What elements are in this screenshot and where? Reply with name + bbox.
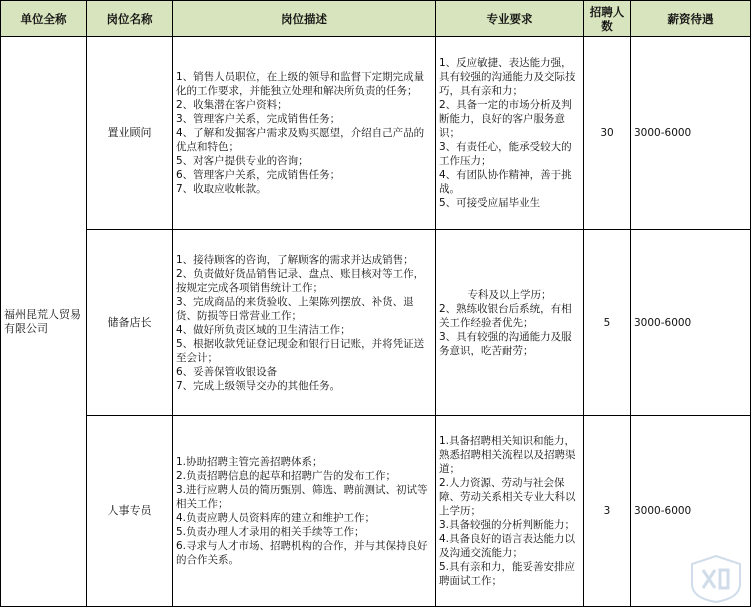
header-requirements: 专业要求 bbox=[436, 1, 584, 37]
requirement-line: 3、有责任心，能承受较大的工作压力； bbox=[439, 141, 572, 167]
description-cell bbox=[173, 416, 436, 607]
position-cell: 储备店长 bbox=[87, 230, 173, 416]
requirements-cell bbox=[436, 230, 584, 416]
salary-cell: 3000-6000 bbox=[631, 230, 751, 416]
headcount-cell: 3 bbox=[584, 416, 631, 607]
description-line: 4、了解和发掘客户需求及购买愿望，介绍自己产品的优点和特色； bbox=[176, 127, 425, 153]
requirement-line: 1、反应敏捷、表达能力强，具有较强的沟通能力及交际技巧，具有亲和力； bbox=[439, 57, 576, 97]
description-line: 7、收取应收帐款。 bbox=[176, 183, 267, 195]
description-line: 1、接待顾客的咨询，了解顾客的需求并达成销售； bbox=[176, 253, 414, 266]
requirement-line: 3.具备较强的分析判断能力； bbox=[439, 519, 576, 531]
watermark-logo-icon bbox=[688, 554, 744, 604]
description-line: 2、负责做好货品销售记录、盘点、账目核对等工作，按规定完成各项销售统计工作； bbox=[176, 267, 425, 294]
requirement-line: 1.具备招聘相关知识和能力，熟悉招聘相关流程以及招聘渠道； bbox=[439, 435, 576, 475]
description-line: 1.协助招聘主管完善招聘体系； bbox=[176, 456, 323, 468]
header-salary: 薪资待遇 bbox=[631, 1, 751, 37]
description-line: 5、对客户提供专业的咨询； bbox=[176, 155, 309, 167]
header-description: 岗位描述 bbox=[173, 1, 436, 37]
requirement-line: 2.人力资源、劳动与社会保障、劳动关系相关专业大科以上学历； bbox=[439, 477, 576, 517]
table-row bbox=[1, 416, 751, 607]
salary-cell: 3000-6000 bbox=[631, 416, 751, 607]
requirement-line: 4.具备良好的语言表达能力以及沟通交流能力； bbox=[439, 533, 576, 559]
requirement-line: 2、具备一定的市场分析及判断能力，良好的客户服务意识； bbox=[439, 99, 572, 139]
company-name-cell: 福州昆荒人贸易有限公司 bbox=[1, 37, 87, 607]
description-line: 3、管理客户关系，完成销售任务； bbox=[176, 113, 341, 125]
description-line: 6、管理客户关系，完成销售任务； bbox=[176, 169, 341, 181]
requirement-line: 5.具有亲和力，能妥善安排应聘面试工作； bbox=[439, 561, 576, 587]
description-line: 5、根据收款凭证登记现金和银行日记账，并将凭证送至会计； bbox=[176, 337, 425, 364]
header-row bbox=[1, 1, 751, 37]
requirement-line: 2、熟练收银台后系统，有相关工作经验者优先； bbox=[439, 302, 572, 329]
description-line: 6.寻求与人才市场、招聘机构的合作，并与其保持良好的合作关系。 bbox=[176, 540, 428, 566]
description-line: 2.负责招聘信息的起草和招聘广告的发布工作； bbox=[176, 470, 397, 482]
description-line: 6、妥善保管收银设备 bbox=[176, 365, 278, 378]
header-position: 岗位名称 bbox=[87, 1, 173, 37]
description-line: 5.负责办理人才录用的相关手续等工作； bbox=[176, 526, 365, 538]
headcount-cell: 30 bbox=[584, 37, 631, 230]
position-cell: 置业顾问 bbox=[87, 37, 173, 230]
table-row bbox=[1, 230, 751, 416]
description-line: 2、收集潜在客户资料； bbox=[176, 99, 288, 111]
position-cell: 人事专员 bbox=[87, 416, 173, 607]
salary-cell: 3000-6000 bbox=[631, 37, 751, 230]
description-line: 4、做好所负责区域的卫生清洁工作； bbox=[176, 323, 351, 336]
description-line: 3.进行应聘人员的简历甄别、筛选、聘前测试、初试等相关工作； bbox=[176, 484, 428, 510]
requirements-cell bbox=[436, 416, 584, 607]
headcount-cell: 5 bbox=[584, 230, 631, 416]
description-line: 3、完成商品的来货验收、上架陈列摆放、补货、退货、防损等日常营业工作； bbox=[176, 295, 414, 322]
header-count: 招聘人数 bbox=[584, 1, 631, 37]
description-line: 7、完成上级领导交办的其他任务。 bbox=[176, 379, 341, 392]
requirement-line: 4、有团队协作精神，善于挑战。 bbox=[439, 169, 572, 195]
description-line: 1、销售人员职位，在上级的领导和监督下定期完成量化的工作要求，并能独立处理和解决所负责的任务； bbox=[176, 71, 425, 97]
requirement-line: 专科及以上学历； bbox=[467, 288, 552, 301]
description-line: 4.负责应聘人员资料库的建立和维护工作； bbox=[176, 512, 376, 524]
table-row bbox=[1, 37, 751, 230]
header-company: 单位全称 bbox=[1, 1, 87, 37]
requirement-line: 3、具有较强的沟通能力及服务意识，吃苦耐劳； bbox=[439, 330, 572, 357]
requirements-cell bbox=[436, 37, 584, 230]
requirement-line: 5、可接受应届毕业生 bbox=[439, 197, 541, 209]
description-cell bbox=[173, 37, 436, 230]
description-cell bbox=[173, 230, 436, 416]
